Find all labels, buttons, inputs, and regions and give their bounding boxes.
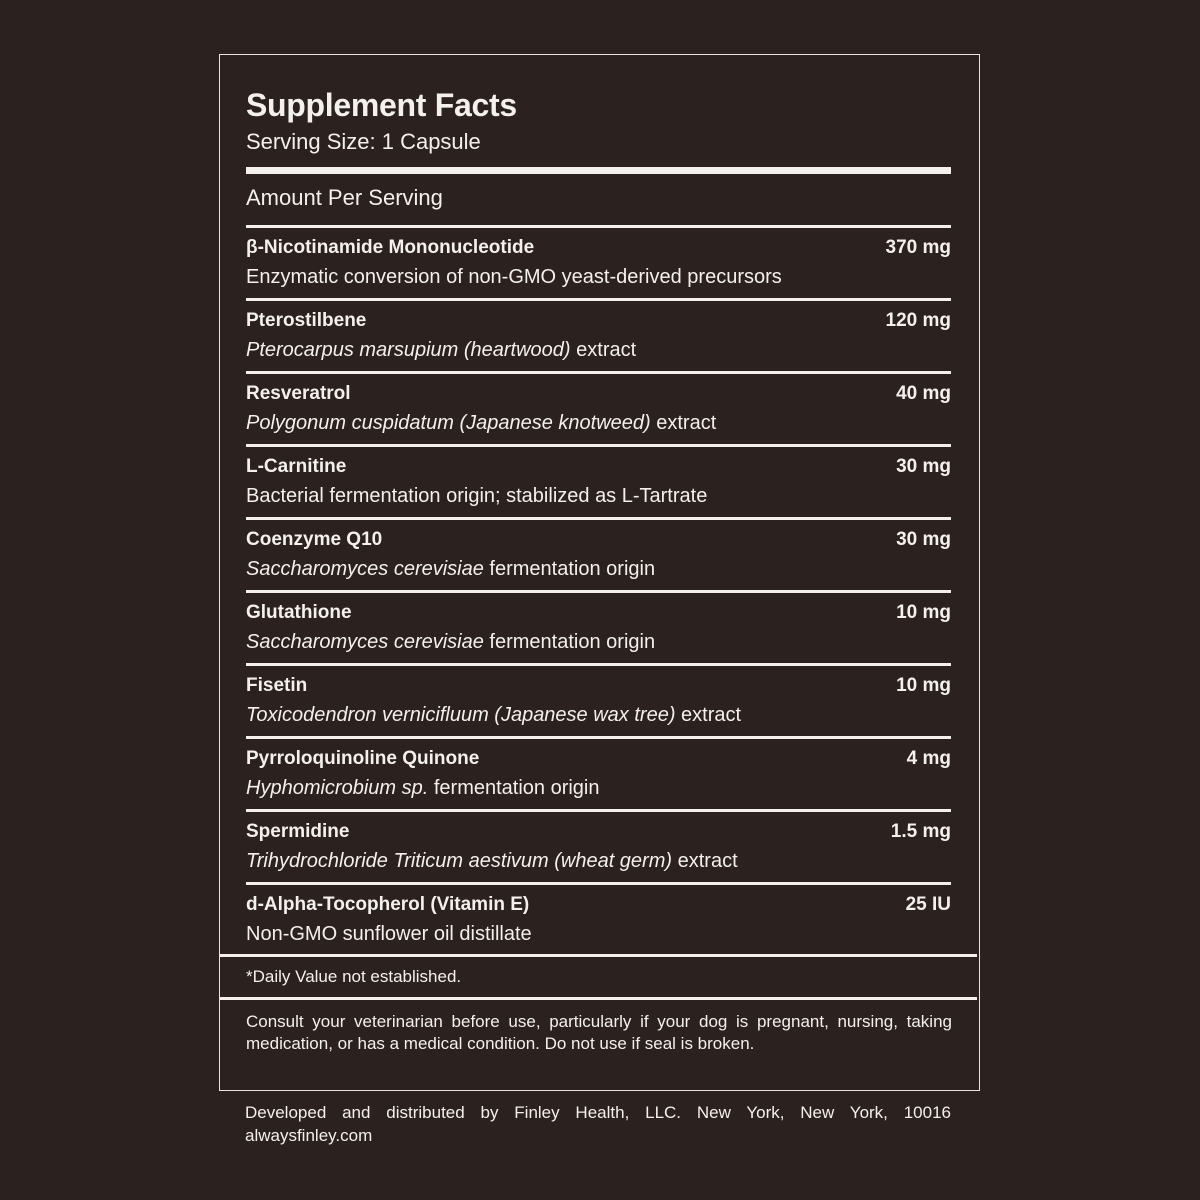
divider-after-daily-value bbox=[220, 997, 977, 1000]
ingredient-source-species: Saccharomyces cerevisiae bbox=[246, 558, 484, 580]
ingredient-name: Fisetin bbox=[246, 675, 308, 696]
ingredient-name: Coenzyme Q10 bbox=[246, 529, 383, 550]
ingredient-source-species: Polygonum cuspidatum (Japanese knotweed) bbox=[246, 412, 651, 434]
ingredient-amount: 4 mg bbox=[906, 748, 951, 769]
ingredient-row bbox=[246, 736, 951, 809]
ingredient-source-detail: fermentation origin bbox=[483, 631, 656, 653]
daily-value-note: *Daily Value not established. bbox=[246, 967, 462, 986]
ingredient-amount: 1.5 mg bbox=[890, 821, 951, 842]
ingredient-source bbox=[246, 850, 738, 873]
ingredient-amount: 10 mg bbox=[896, 675, 951, 696]
ingredient-name: d-Alpha-Tocopherol (Vitamin E) bbox=[246, 894, 530, 915]
ingredient-name: Glutathione bbox=[246, 602, 352, 623]
ingredient-source-species: Saccharomyces cerevisiae bbox=[246, 631, 484, 653]
ingredient-source-detail: extract bbox=[570, 339, 637, 361]
ingredient-row bbox=[246, 444, 951, 517]
ingredient-source bbox=[246, 485, 707, 508]
thick-divider bbox=[246, 167, 951, 174]
ingredient-amount: 25 IU bbox=[905, 894, 951, 915]
ingredient-source-species: Toxicodendron vernicifluum (Japanese wax tree) bbox=[246, 704, 676, 726]
ingredient-amount: 40 mg bbox=[896, 383, 951, 404]
ingredient-source bbox=[246, 266, 782, 289]
warning-text: Consult your veterinarian before use, particularly if your dog is pregnant, nursing, taking medication, or has a medical condition. Do not use if seal is broken. bbox=[246, 1012, 952, 1053]
ingredient-source bbox=[246, 631, 655, 654]
ingredient-row bbox=[246, 517, 951, 590]
distributor-text: Developed and distributed by Finley Health, LLC. New York, New York, 10016 bbox=[245, 1103, 951, 1122]
supplement-facts-panel bbox=[219, 54, 980, 1091]
ingredient-source-detail: Non-GMO sunflower oil distillate bbox=[246, 923, 532, 945]
ingredient-source bbox=[246, 923, 532, 946]
ingredient-source-detail: extract bbox=[672, 850, 738, 872]
ingredient-name: Pyrroloquinoline Quinone bbox=[246, 748, 480, 769]
ingredient-row bbox=[246, 590, 951, 663]
ingredient-source-species: Pterocarpus marsupium (heartwood) bbox=[246, 339, 571, 361]
ingredient-source-detail: fermentation origin bbox=[483, 558, 656, 580]
ingredient-source bbox=[246, 558, 655, 581]
ingredient-amount: 30 mg bbox=[896, 529, 951, 550]
panel-title: Supplement Facts bbox=[246, 87, 517, 123]
ingredient-amount: 370 mg bbox=[885, 237, 951, 258]
ingredient-source bbox=[246, 339, 636, 362]
ingredient-source-detail: Enzymatic conversion of non-GMO yeast-derived precursors bbox=[246, 266, 782, 288]
ingredient-source-species: Trihydrochloride Triticum aestivum (wheat germ) bbox=[246, 850, 673, 872]
ingredient-source bbox=[246, 777, 600, 800]
ingredient-amount: 10 mg bbox=[896, 602, 951, 623]
ingredient-row bbox=[246, 298, 951, 371]
ingredient-row bbox=[246, 371, 951, 444]
ingredient-amount: 120 mg bbox=[885, 310, 951, 331]
ingredient-name: Spermidine bbox=[246, 821, 350, 842]
divider-after-ingredients bbox=[220, 954, 977, 957]
ingredient-list bbox=[246, 225, 951, 955]
ingredient-source-detail: extract bbox=[650, 412, 717, 434]
website-link[interactable]: alwaysfinley.com bbox=[245, 1126, 373, 1145]
ingredient-source bbox=[246, 704, 741, 727]
ingredient-source-detail: Bacterial fermentation origin; stabilized as L-Tartrate bbox=[246, 485, 708, 507]
serving-size: Serving Size: 1 Capsule bbox=[246, 129, 481, 154]
ingredient-row bbox=[246, 882, 951, 955]
ingredient-name: L-Carnitine bbox=[246, 456, 347, 477]
ingredient-source-detail: fermentation origin bbox=[428, 777, 600, 799]
ingredient-source-species: Hyphomicrobium sp. bbox=[246, 777, 429, 799]
ingredient-name: β-Nicotinamide Mononucleotide bbox=[246, 237, 535, 258]
footer bbox=[245, 1101, 951, 1147]
ingredient-row bbox=[246, 225, 951, 298]
ingredient-name: Resveratrol bbox=[246, 383, 351, 404]
ingredient-source bbox=[246, 412, 716, 435]
amount-per-serving-label: Amount Per Serving bbox=[246, 185, 443, 210]
ingredient-row bbox=[246, 809, 951, 882]
ingredient-row bbox=[246, 663, 951, 736]
ingredient-name: Pterostilbene bbox=[246, 310, 367, 331]
ingredient-source-detail: extract bbox=[675, 704, 742, 726]
ingredient-amount: 30 mg bbox=[896, 456, 951, 477]
